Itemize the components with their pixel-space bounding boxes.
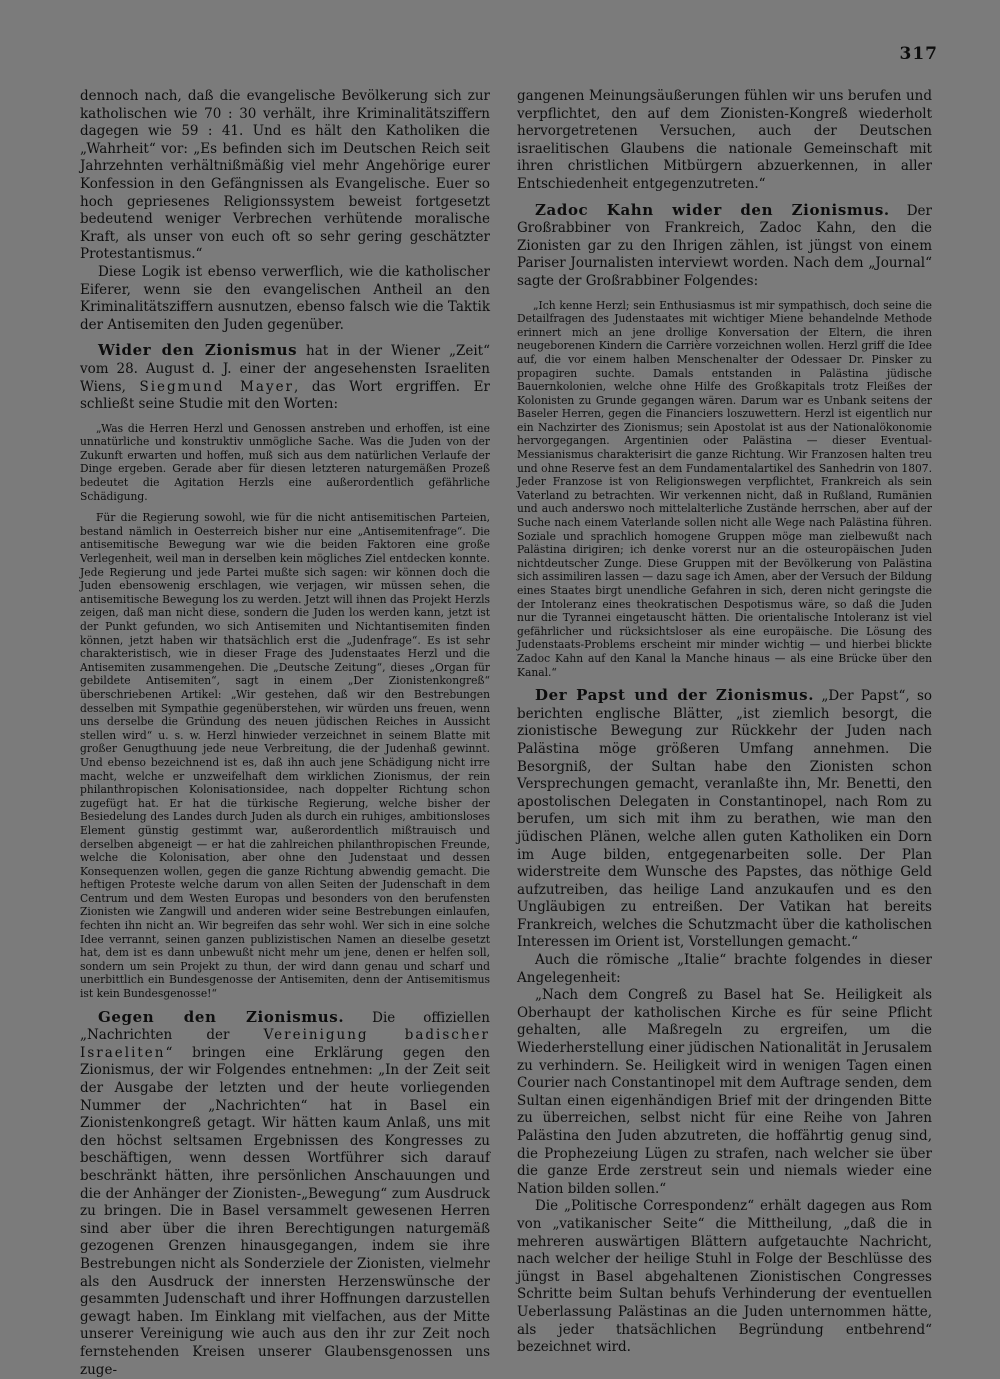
left-column — [80, 88, 490, 1378]
quotation: „Nach dem Congreß zu Basel hat Se. Heiligkeit als Oberhaupt der katholischen Kirche es für seine Pflicht gehalten, alle Maßregeln zu ergreifen, um die Wiederherstellung einer jüdischen Nationalität in Jerusalem zu verhindern. Se. Heiligkeit wird in wenigen Tagen einen Courier nach Constantinopel mit dem Auftrage senden, dem Sultan einen eigenhändigen Brief mit der dringenden Bitte zu überreichen, selbst nicht für eine Reihe von Jahren Palästina den Juden abzutreten, die hoffährtig genug sind, die Prophezeiung Lügen zu strafen, nach welcher sie über die ganze Erde zerstreut sein und niemals wieder eine Nation bilden sollen.“ — [517, 987, 932, 1197]
organisation-name: Vereinigung badischer Israeliten — [80, 1027, 490, 1061]
article-zadoc-kahn — [517, 202, 932, 291]
article-text: , das Wort ergriffen. Er schließt seine Studie mit den Worten: — [80, 378, 490, 413]
article-text: Der Großrabbiner von Frankreich, Zadoc Kahn, den die Zionisten gar zu den Ihrigen zählen, ist jüngst von einem Pariser Journalisten interviewt worden. Nach dem „Journal“ sagte der Großrabbiner Folgendes: — [517, 202, 932, 289]
article-text: „Der Papst“, so berichten englische Blätter, „ist ziemlich besorgt, die zionistische Bewegung zur Rückkehr der Juden nach Palästina möge größeren Umfang annehmen. Die Besorgniß, der Sultan habe den Zionisten schon Versprechungen gemacht, veranlaßte ihn, Mr. Benetti, den apostolischen Delegaten in Constantinopel, nach Rom zu berufen, um sich mit ihm zu berathen, wie man den jüdischen Plänen, welche allen guten Katholiken ein Dorn im Auge bilden, entgegenarbeiten solle. Der Plan widerstreite dem Wunsche des Papstes, das nöthige Geld aufzutreiben, das heilige Land anzukaufen und es den Ungläubigen zu entreißen. Der Vatikan hat bereits Frankreich, welches die Schutzmacht über die katholischen Interessen im Orient ist, Vorstellungen gemacht.“ — [517, 688, 932, 951]
article-text: Die offiziellen „Nachrichten der — [80, 1009, 490, 1044]
article-papst-zionismus — [517, 687, 932, 952]
paragraph: Die „Politische Correspondenz“ erhält dagegen aus Rom von „vatikanischer Seite“ die Mittheilung, „daß die in mehreren auswärtigen Blättern aufgetauchte Nachricht, nach welcher der heilige Stuhl in Folge der Beschlüsse des jüngst in Basel abgehaltenen Zionistischen Congresses Schritte beim Sultan behufs Verhinderung der eventuellen Ueberlassung Palästinas an die Juden unternommen hätte, als jeder thatsächlichen Begründung entbehrend“ bezeichnet wird. — [517, 1198, 932, 1356]
paragraph: dennoch nach, daß die evangelische Bevölkerung sich zur katholischen wie 70 : 30 verhält, ihre Kriminalitätsziffern dagegen wie 59 : 41. Und es hält den Katholiken die „Wahrheit“ vor: „Es befinden sich im Deutschen Reich seit Jahrzehnten verhältnißmäßig viel mehr Angehörige eurer Konfession in den Gefängnissen als Evangelische. Euer so hoch gepriesenes Religionssystem beweist fortgesetzt bedeutend weniger Verbrechen verhütende moralische Kraft, als unser von euch oft so sehr gering geschätzter Protestantismus.“ — [80, 88, 490, 263]
article-heading: Der Papst und der Zionismus. — [535, 686, 815, 705]
article-wider-den-zionismus — [80, 342, 490, 413]
paragraph: Diese Logik ist ebenso verwerflich, wie die katholischer Eiferer, wenn sie den evangelischen Antheil an den Kriminalitätsziffern ausnutzen, ebenso falsch wie die Taktik der Antisemiten den Juden gegenüber. — [80, 263, 490, 333]
article-text: “ bringen eine Erklärung gegen den Zionismus, der wir Folgendes entnehmen: „In der Zeit seit der Ausgabe der letzten und der heute vorliegenden Nummer der „Nachrichten“ hat in Basel ein Zionistenkongreß getagt. Wir hätten kaum Anlaß, uns mit den höchst seltsamen Ergebnissen des Kongresses zu beschäftigen, wenn dessen Wortführer sich darauf beschränkt hätten, ihre persönlichen Anschauungen und die der Anhänger der Zionisten-„Bewegung“ zum Ausdruck zu bringen. Die in Basel versammelt gewesenen Herren sind aber über die ihren Berechtigungen naturgemäß gezogenen Grenzen hinausgegangen, indem sie ihre Bestrebungen nicht als Sonderziele der Zionisten, vielmehr als den Ausdruck der innersten Herzenswünsche der gesammten Judenschaft und ihrer Hoffnungen darzustellen gewagt haben. Im Einklang mit vielfachen, aus der Mitte unserer Vereinigung wie auch aus den ihr zur Zeit noch fernstehenden Kreisen unserer Glaubensgenossen uns zuge- — [80, 1044, 490, 1378]
quotation: Für die Regierung sowohl, wie für die nicht antisemitischen Parteien, bestand nämlich in Oesterreich bisher nur eine „Antisemitenfrage“. Die antisemitische Bewegung war wie die beiden Faktoren eine große Verlegenheit, weil man in derselben kein mögliches Ziel entdecken konnte. Jede Regierung und jede Partei mußte sich sagen: wir können doch die Juden ebensowenig erschlagen, wie verjagen, wir müssen sehen, die antisemitische Bewegung los zu werden. Jetzt will ihnen das Projekt Herzls zeigen, daß man nicht diese, sondern die Juden los werden kann, jetzt ist der Punkt gefunden, wo sich Antisemiten und Nichtantisemiten finden können, jetzt haben wir thatsächlich erst die „Judenfrage“. Es ist sehr charakteristisch, wie in dieser Frage des Judenstaates Herzl und die Antisemiten zusammengehen. Die „Deutsche Zeitung“, dieses „Organ für gebildete Antisemiten“, sagt in einem „Der Zionistenkongreß“ überschriebenen Artikel: „Wir gestehen, daß wir den Bestrebungen desselben mit Sympathie gegenüberstehen, wir würden uns freuen, wenn uns derselbe die Gründung des neuen jüdischen Reiches in Aussicht stellen wird“ u. s. w. Herzl hinwieder verzeichnet in seinem Blatte mit großer Genugthuung jede neue Verbreitung, die der Judenhaß gewinnt. Und ebenso bezeichnend ist es, daß ihn auch jene Schädigung nicht irre macht, welche er unzweifelhaft dem wirklichen Zionismus, der rein philanthropischen Kolonisationsidee, nach doppelter Richtung schon zugefügt hat. Er hat die türkische Regierung, welche bisher der Besiedelung des Landes durch Juden als durch ein ruhiges, ambitionsloses Element günstig gestimmt war, außerordentlich mißtrauisch und derselben abgeneigt — er hat die zahlreichen philanthropischen Freunde, welche die Kolonisation, aber ohne den Judenstaat und dessen Konsequenzen wollen, gegen die ganze Richtung abwendig gemacht. Die heftigen Proteste welche darum von allen Seiten der Judenschaft in dem Centrum und dem Westen Europas und besonders von den berufensten Zionisten wie Zangwill und anderen wider seine Bestrebungen einlaufen, fechten ihn nicht an. Wir begreifen das sehr wohl. Wer sich in eine solche Idee verrannt, seinen ganzen publizistischen Namen an dieselbe gesetzt hat, dem ist es dann unbewußt nicht mehr um jene, denen er helfen soll, sondern um sein Projekt zu thun, der wird dann genau und scharf und unerbittlich ein Bundesgenosse der Antisemiten, denn der Antisemitismus ist kein Bundesgenosse!“ — [80, 511, 490, 1001]
quotation: „Ich kenne Herzl; sein Enthusiasmus ist mir sympathisch, doch seine die Detailfragen des Judenstaates mit wichtiger Miene behandelnde Methode erinnert mich an jene drollige Konversation der Eltern, die ihren neugeborenen Kindern die Carrière vorzeichnen wollen. Herzl griff die Idee auf, die vor einem halben Menschenalter der Odessaer Dr. Pinsker zu propagiren suchte. Damals entstanden in Palästina jüdische Bauernkolonien, welche ohne Hilfe des Großkapitals trotz Fleißes der Kolonisten zu Grunde gegangen wären. Darum war es Unbank seitens der Baseler Herren, gegen die Financiers loszuwettern. Herzl ist eigentlich nur ein Nachzirter des Zionismus; sein Apostolat ist aus der Nationalökonomie hervorgegangen. Argentinien oder Palästina — dieser Eventual-Messianismus charakterisirt die ganze Richtung. Wir Franzosen halten treu und ohne Reserve fest an dem Fundamentalartikel des Sanhedrin von 1807. Jeder Franzose ist von Religionswegen verpflichtet, Frankreich als sein Vaterland zu betrachten. Wir verkennen nicht, daß in Rußland, Rumänien und auch anderswo noch mittelalterliche Zustände herrschen, aber auf der Suche nach einem Vaterlande sollen nicht alle Wege nach Palästina führen. Soziale und sprachlich homogene Gruppen möge man zielbewußt nach Palästina dirigiren; ich denke vorerst nur an die osteuropäischen Juden nichtdeutscher Zunge. Diese Gruppen mit der Bevölkerung von Palästina sich assimiliren lassen — dazu sage ich Amen, aber der Versuch der Bildung eines Staates birgt unendliche Gefahren in sich, deren nicht geringste die der Intoleranz eines theokratischen Despotismus wäre, so daß die Juden nur die Tyrannei eingetauscht hätten. Die orientalische Intoleranz ist viel gefährlicher und rücksichtsloser als eine europäische. Die Lösung des Judenstaats-Problems erscheint mir minder wichtig — und hierbei blickte Zadoc Kahn auf den Kanal la Manche hinaus — als eine Brücke über den Kanal.“ — [517, 298, 932, 679]
right-column — [517, 88, 932, 1356]
author-name: Siegmund Mayer — [139, 378, 295, 395]
paragraph: gangenen Meinungsäußerungen fühlen wir uns berufen und verpflichtet, den auf dem Zionisten-Kongreß wiederholt hervorgetretenen Versuchen, auch der Deutschen israelitischen Glaubens die nationale Gemeinschaft mit ihren christlichen Mitbürgern abzuerkennen, in aller Entschiedenheit entgegenzutreten.“ — [517, 88, 932, 192]
article-gegen-den-zionismus — [80, 1009, 490, 1379]
paragraph: Auch die römische „Italie“ brachte folgendes in dieser Angelegenheit: — [517, 952, 932, 986]
article-text: hat in der Wiener „Zeit“ vom 28. August d. J. einer der angesehensten Israeliten Wiens, — [80, 343, 490, 395]
article-heading: Zadoc Kahn wider den Zionismus. — [535, 200, 890, 219]
article-heading: Gegen den Zionismus. — [98, 1007, 345, 1026]
quotation: „Was die Herren Herzl und Genossen anstreben und erhoffen, ist eine unnatürliche und konstruktiv unmögliche Sache. Was die Juden von der Zukunft erwarten und hoffen, muß sich aus dem natürlichen Verlaufe der Dinge ergeben. Gerade aber für diesen letzteren naturgemäßen Prozeß bedeutet die Agitation Herzls eine außerordentlich gefährliche Schädigung. — [80, 421, 490, 503]
article-heading: Wider den Zionismus — [98, 341, 298, 360]
page-number: 317 — [899, 44, 938, 64]
